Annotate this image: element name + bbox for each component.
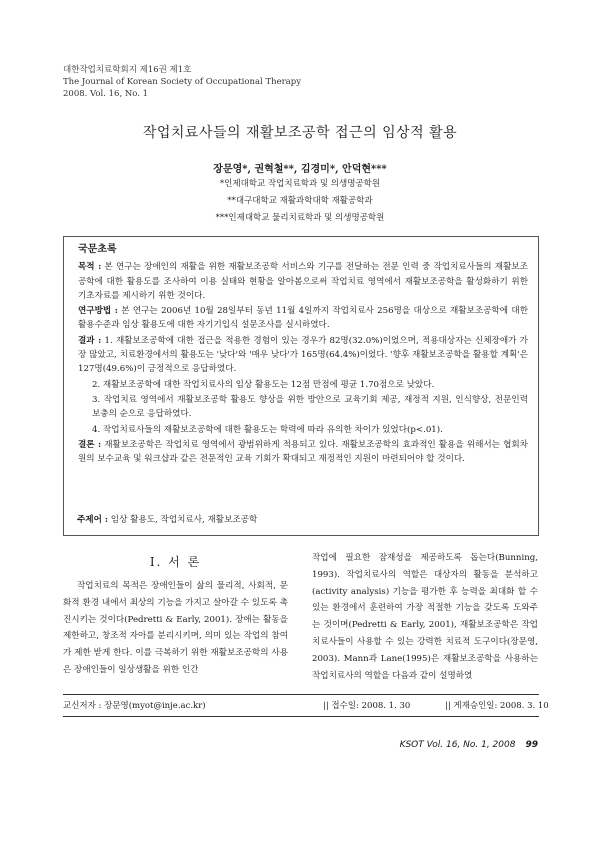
keywords — [77, 513, 257, 525]
result-item-2: 2. 재활보조공학에 대한 작업치료사의 임상 활용도는 12점 만점에 평균 1.70점으로 낮았다. — [92, 379, 435, 390]
page-number: 99 — [525, 740, 538, 750]
conclusion-text: 재활보조공학은 작업치료 영역에서 광범위하게 적용되고 있다. 재활보조공학의 효과적인 활용을 위해서는 협회차원의 보수교육 및 워크샵과 같은 전문적인 교육 기회가 확대되고 재정적인 지원이 마련되어야 할 것이다. — [78, 439, 528, 465]
footer-divider-top — [63, 694, 539, 695]
journal-volume: 2008. Vol. 16, No. 1 — [63, 89, 149, 99]
result-item-4: 4. 작업치료사들의 재활보조공학에 대한 활용도는 학력에 따라 유의한 차이가 있었다(p<.01). — [92, 424, 443, 435]
abstract-heading: 국문초록 — [78, 244, 117, 255]
keywords-label: 주제어 : — [77, 515, 109, 525]
results-label: 결과 : — [78, 335, 102, 346]
affiliation-3: ***인제대학교 물리치료학과 및 의생명공학원 — [215, 213, 385, 223]
conclusion-label: 결론 : — [78, 439, 102, 450]
accepted-date: || 게재승인일: 2008. 3. 10 — [445, 701, 549, 711]
keywords-text: 임상 활용도, 작업치료사, 재활보조공학 — [108, 515, 258, 525]
journal-name-korean: 대한작업치료학회지 제16권 제1호 — [63, 65, 192, 75]
abstract-method — [78, 304, 528, 333]
affiliations — [0, 176, 600, 227]
result-item-1: 1. 재활보조공학에 대한 접근을 적용한 경험이 있는 경우가 82명(32.0%)이었으며, 적용대상자는 신체장애가 가장 많았고, 치료환경에서의 활용도는 '낮다'와 '매우 낮다'가 165명(64.4%)이었다. '향후 재활보조공학을 활용할 계획'은 127명(49.6%)이 긍정적으로 응답하였다. — [78, 335, 528, 375]
abstract-box — [63, 236, 539, 536]
journal-header — [63, 64, 301, 100]
abstract-results — [78, 334, 528, 377]
purpose-text: 본 연구는 장애인의 재활을 위한 재활보조공학 서비스와 기구를 전달하는 전문 인력 중 작업치료사들의 재활보조공학에 대한 활용도를 조사하여 이용 실태와 현황을 알아봄으로써 작업치료 영역에서 재활보조공학을 활성화하기 위한 기초자료를 제시하기 위한 것이다. — [78, 262, 528, 301]
affiliation-1: *인제대학교 작업치료학과 및 의생명공학원 — [219, 179, 381, 189]
running-footer-journal: KSOT Vol. 16, No. 1, 2008 — [399, 740, 516, 750]
affiliation-2: **대구대학교 재활과학대학 재활공학과 — [227, 196, 373, 206]
corresponding-author: 교신저자 : 장문영(myot@inje.ac.kr) — [63, 701, 206, 711]
abstract-conclusion — [78, 438, 528, 467]
section-heading-introduction: Ⅰ. 서 론 — [149, 555, 202, 569]
received-date: || 접수일: 2008. 1. 30 — [323, 701, 411, 711]
method-text: 본 연구는 2006년 10월 28일부터 동년 11월 4일까지 작업치료사 256명을 대상으로 재활보조공학에 대한 활용수준과 임상 활용도에 대한 자기기입식 설문조사를 실시하였다. — [78, 306, 528, 331]
abstract-purpose — [78, 260, 528, 303]
result-item-3: 3. 작업치료 영역에서 재활보조공학 활용도 향상을 위한 방안으로 교육기회 제공, 재정적 지원, 인식향상, 전문인력 보충의 순으로 응답하였다. — [92, 394, 528, 420]
running-footer — [400, 740, 538, 750]
body-column-left — [63, 578, 288, 679]
author-list: 장문영*, 권혁철**, 김경미*, 안덕현*** — [213, 164, 387, 175]
purpose-label: 목적 : — [78, 262, 102, 273]
footer-divider-bottom — [63, 716, 539, 717]
body-column-right — [312, 550, 538, 684]
intro-paragraph-right: 작업에 필요한 잠재성을 제공하도록 돕는다(Bunning, 1993). 작업치료사의 역할은 대상자의 활동을 분석하고 (activity analysis) 기능을 평가한 후 능력을 최대화 할 수 있는 환경에서 훈련하여 가장 적절한 기능을 갖도록 도와주는 것이며(Pedretti & Early, 2001), 재활보조공학은 작업치료사들이 사용할 수 있는 강력한 치료적 도구이다(장문영, 2003). Mann과 Lane(1995)은 재활보조공학을 사용하는 작업치료사의 역할을 다음과 같이 설명하였 — [312, 553, 538, 681]
intro-paragraph-left: 작업치료의 목적은 장애인들이 삶의 물리적, 사회적, 문화적 환경 내에서 최상의 기능을 가지고 살아갈 수 있도록 촉진시키는 것이다(Pedretti & Early, 2001). 장애는 활동을 제한하고, 창조적 자아를 분리시키며, 의미 있는 작업의 참여가 제한 받게 한다. 이를 극복하기 위한 재활보조공학의 사용은 장애인들이 일상생활을 위한 인간 — [63, 581, 288, 675]
journal-name-english: The Journal of Korean Society of Occupational Therapy — [63, 77, 302, 87]
method-label: 연구방법 : — [78, 306, 118, 317]
paper-title: 작업치료사들의 재활보조공학 접근의 임상적 활용 — [142, 125, 458, 141]
